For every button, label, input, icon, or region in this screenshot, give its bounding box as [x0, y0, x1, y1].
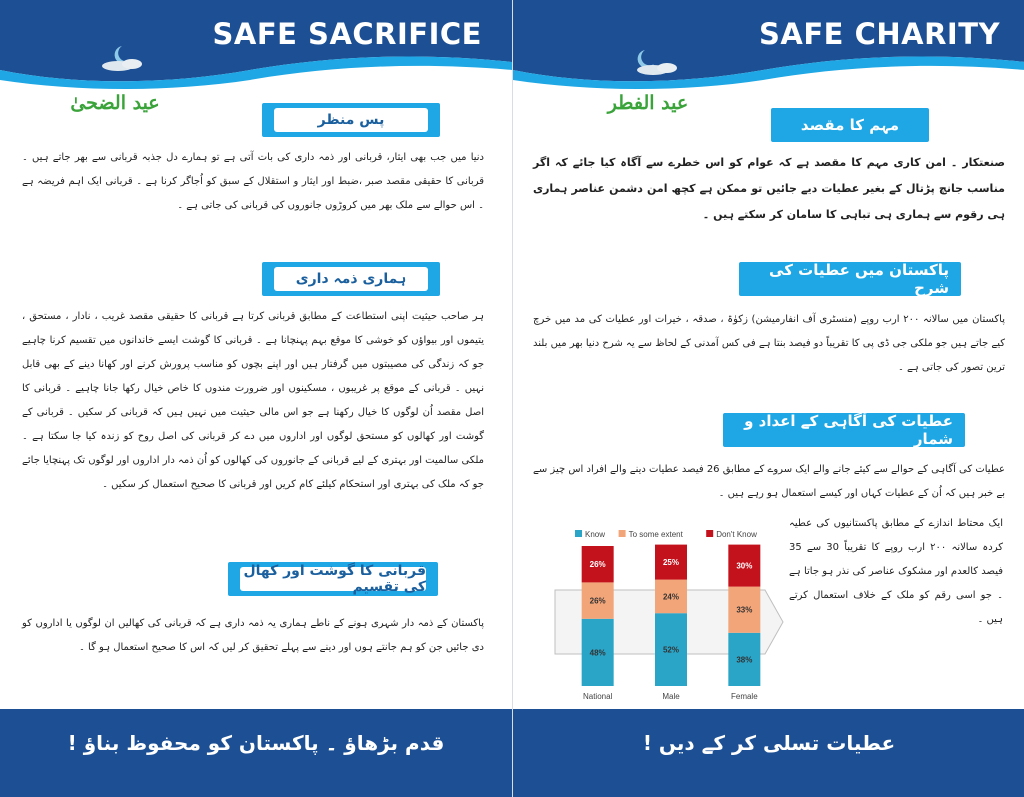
- background-paragraph: دنیا میں جب بھی ایثار، قربانی اور ذمہ داری کی بات آتی ہے تو ہمارے دل جذبہ قربانی سے بھر جاتے ہیں ۔ قربانی کا حقیقی مقصد صبر ،ضبط اور ایثار و استقلال کے سبق کو اُجاگر کرنا ہے ۔ قربانی ایک اہم فریضہ ہے ۔ اس حوالے سے ملک بھر میں کروڑوں جانوروں کی قربانی کی جاتی ہے ۔: [22, 152, 484, 211]
- right-panel: [512, 0, 1024, 797]
- eid-logo-text: عید الفطر: [607, 92, 689, 114]
- legend-label-1: To some extent: [628, 530, 683, 539]
- section-heading: مہم کا مقصد: [800, 116, 900, 134]
- moon-cloud-icon: [60, 40, 170, 100]
- legend-swatch-2: [706, 530, 713, 537]
- section-heading: پس منظر: [317, 112, 385, 128]
- section-heading: پاکستان میں عطیات کی شرح: [769, 262, 949, 296]
- distribution-paragraph: پاکستان کے ذمہ دار شہری ہونے کے ناطے ہماری یہ ذمہ داری ہے کہ قربانی کی کھالیں ان لوگوں یا اداروں کو دی جائیں جن کو ہم جانتے ہوں اور دینے سے پہلے تحقیق کر لیں کہ اس کا صحیح استعمال ہو گا ۔: [22, 618, 484, 653]
- estimate-paragraph: ایک محتاط اندازے کے مطابق پاکستانیوں کی عطیہ کردہ سالانہ ۲۰۰ ارب روپے کا تقریباً 30 سے 35 فیصد کالعدم اور مشکوک عناصر کی نذر ہو جاتا ہے ۔ جو اسی رقم کو ملک کے خلاف استعمال کرتے ہیں ۔: [789, 518, 1003, 625]
- heading-background: [262, 103, 440, 137]
- awareness-paragraph: عطیات کی آگاہی کے حوالے سے کیئے جانے والے ایک سروے کے مطابق 26 فیصد عطیات دینے والے افراد اس چیز سے بے خبر ہیں کہ اُن کے عطیات کہاں اور کیسے استعمال ہو رہے ہیں ۔: [533, 464, 1005, 499]
- responsibility-paragraph: ہر صاحب حیثیت اپنی استطاعت کے مطابق قربانی کرتا ہے قربانی کا حقیقی مقصد غریب ، نادار ، مستحق ، یتیموں اور بیواؤں کو خوشی کا موقع بہم پہنچانا ہے ۔ قربانی کا گوشت ایسے خاندانوں میں تقسیم کرنا چاہیے جو کہ زندگی کی مصیبتوں میں گرفتار ہیں اور اپنے بچوں کو مناسب پرورش کرنے اور کھانا دینے کے بھی قابل نہیں ۔ قربانی کے موقع پر غریبوں ، مسکینوں اور ضرورت مندوں کا خاص خیال رکھا جانا چاہیے ۔ قربانی کا اصل مقصد اُن لوگوں کا خیال رکھنا ہے جو اس مالی حیثیت میں نہیں ہیں کہ قربانی کر سکیں ۔ قربانی کے گوشت اور کھالوں کو مستحق لوگوں اور اداروں میں دے کر قربانی کی اصل روح کو زندہ کیا جا سکتا ہے ۔ ملکی سالمیت اور بہتری کے لیے قربانی کے جانوروں کی کھالوں کو اُن ذمہ دار اداروں اور لوگوں تک پہنچایا جائے جو کہ ملک کی بہتری اور استحکام کیلئے کام کریں اور قربانی کا صحیح استعمال کر سکیں ۔: [22, 311, 484, 490]
- page-title: SAFE SACRIFICE: [212, 17, 482, 51]
- category-label: Female: [730, 692, 758, 701]
- bar-data-label: 25%: [662, 558, 680, 568]
- eid-logo: [593, 40, 703, 120]
- bar-data-label: 24%: [662, 592, 680, 602]
- legend-swatch-0: [575, 530, 582, 537]
- stacked-bar-chart: [551, 524, 791, 704]
- bar-data-label: 33%: [736, 605, 753, 615]
- bottom-banner: [0, 709, 512, 797]
- heading-awareness-stats: [723, 413, 965, 447]
- section-heading: قربانی کا گوشت اور کھال کی تقسیم: [243, 563, 426, 595]
- page-title: SAFE CHARITY: [759, 17, 1000, 51]
- bar-data-label: 26%: [589, 560, 606, 570]
- bottom-slogan: قدم بڑھاؤ ۔ پاکستان کو محفوظ بناؤ !: [67, 731, 445, 755]
- bar-data-label: 48%: [589, 648, 606, 658]
- legend-label-2: Don't Know: [716, 530, 757, 539]
- bottom-slogan: عطیات تسلی کر کے دیں !: [642, 731, 896, 755]
- heading-campaign-purpose: [771, 108, 929, 142]
- heading-distribution: [228, 562, 438, 596]
- section-heading: عطیات کی آگاہی کے اعداد و شمار: [744, 413, 953, 447]
- section-heading: ہماری ذمہ داری: [295, 271, 407, 287]
- legend-swatch-1: [619, 530, 626, 537]
- bar-data-label: 52%: [662, 645, 680, 655]
- donation-rate-paragraph: پاکستان میں سالانہ ۲۰۰ ارب روپے (منسٹری آف انفارمیشن) زکوٰۃ ، صدقہ ، خیرات اور عطیات کی مد میں خرچ کیے جاتے ہیں جو ملکی جی ڈی پی کا تقریباً دو فیصد بنتا ہے فی کس آمدنی کے لحاظ سے یہ شرح دنیا بھر میں بلند ترین تصور کی جاتی ہے ۔: [533, 314, 1005, 373]
- bar-data-label: 38%: [736, 655, 753, 665]
- heading-donation-rate: [739, 262, 961, 296]
- heading-our-responsibility: [262, 262, 440, 296]
- eid-logo: [60, 40, 170, 120]
- bar-data-label: 30%: [736, 561, 753, 571]
- category-label: National: [582, 692, 613, 701]
- bar-data-label: 26%: [589, 596, 606, 606]
- category-label: Male: [662, 692, 680, 701]
- eid-logo-text: عید الضحیٰ: [70, 92, 160, 114]
- bottom-banner: [513, 709, 1024, 797]
- awareness-chart: [551, 524, 791, 704]
- legend-label-0: Know: [585, 530, 606, 539]
- campaign-purpose-paragraph: صنعتکار ۔ امن کاری مہم کا مقصد ہے کہ عوام کو اس خطرے سے آگاہ کیا جائے کہ اگر مناسب جانچ پڑتال کے بغیر عطیات دیے جائیں تو ممکن ہے کچھ امن دشمن عناصر ہماری ہی رقوم سے ہماری ہی تباہی کا سامان کر سکتے ہیں ۔: [533, 156, 1005, 221]
- moon-cloud-icon: [593, 40, 703, 100]
